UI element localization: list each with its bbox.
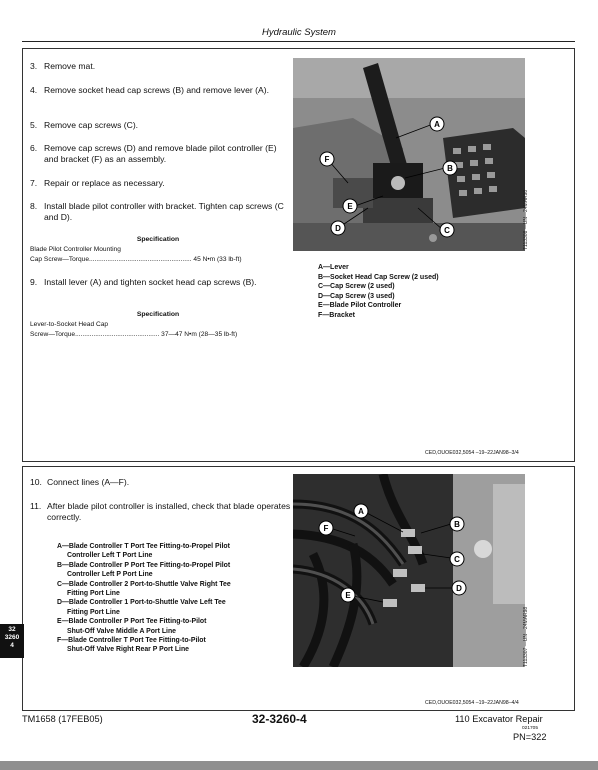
callout-d: D bbox=[335, 224, 341, 233]
photo-1-illustration bbox=[293, 58, 525, 251]
callout-e: E bbox=[345, 591, 351, 600]
step-9: 9. Install lever (A) and tighten socket head cap screws (B). bbox=[30, 277, 257, 287]
legend-item: B—Blade Controller P Port Tee Fitting-to-Propel Pilot Controller Left P Port Line bbox=[57, 561, 231, 579]
spec-2-line-2: Screw—Torque.............................................. 37—47 N•m (28—35 lb-ft) bbox=[30, 331, 238, 338]
step-8: 8. Install blade pilot controller with bracket. Tighten cap screws (C and D). bbox=[30, 201, 284, 222]
legend-item: E—Blade Pilot Controller bbox=[318, 302, 402, 310]
footer-pn: PN=322 bbox=[513, 732, 547, 742]
spec-heading-1: Specification bbox=[136, 236, 180, 243]
panel-1-legend bbox=[318, 263, 439, 321]
panel-2-reference-code: CED,OUOE032,5054 –19–22JAN98–4/4 bbox=[425, 700, 519, 706]
legend-item: A—Blade Controller T Port Tee Fitting-to-Propel Pilot Controller Left T Port Line bbox=[57, 543, 230, 560]
page-header-title: Hydraulic System bbox=[262, 27, 336, 38]
callout-a: A bbox=[358, 507, 364, 516]
step-5: 5. Remove cap screws (C). bbox=[30, 120, 139, 130]
panel-1-reference-code: CED,OUOE032,5054 –19–22JAN98–3/4 bbox=[425, 450, 519, 456]
step-6: 6. Remove cap screws (D) and remove blade pilot controller (E) and bracket (F) as an assembly. bbox=[30, 143, 277, 164]
footer-manual-title: 110 Excavator Repair bbox=[455, 714, 543, 724]
step-7: 7. Repair or replace as necessary. bbox=[30, 178, 165, 188]
callout-f: F bbox=[324, 155, 330, 164]
callout-d: D bbox=[456, 584, 462, 593]
step-11: 11. After blade pilot controller is installed, check that blade operates correctly. bbox=[30, 501, 291, 522]
spec-1-line-2: Cap Screw—Torque........................................................ 45 N•m (33 lb-ft) bbox=[30, 256, 242, 263]
callout-b: B bbox=[447, 164, 453, 173]
header-rule bbox=[22, 41, 575, 42]
legend-item: D—Blade Controller 1 Port-to-Shuttle Valve Left Tee Fitting Port Line bbox=[57, 599, 226, 616]
legend-item: E—Blade Controller P Port Tee Fitting-to-Pilot Shut-Off Valve Middle A Port Line bbox=[57, 618, 207, 635]
footer-page-number: 32-3260-4 bbox=[252, 712, 307, 726]
section-side-tab: 32 3260 4 bbox=[0, 624, 24, 658]
legend-item: B—Socket Head Cap Screw (2 used) bbox=[318, 273, 439, 281]
spec-heading-2: Specification bbox=[136, 311, 180, 318]
legend-item: A—Lever bbox=[318, 264, 349, 271]
spec-2-line-1: Lever-to-Socket Head Cap bbox=[30, 321, 109, 328]
step-10: 10. Connect lines (A—F). bbox=[30, 477, 130, 487]
legend-item: C—Blade Controller 2 Port-to-Shuttle Valve Right Tee Fitting Port Line bbox=[57, 580, 231, 598]
callout-c: C bbox=[454, 555, 460, 564]
spec-1-line-1: Blade Pilot Controller Mounting bbox=[30, 246, 121, 253]
photo-blade-pilot-controller bbox=[293, 58, 525, 251]
photo-1-code: T113308 —UN—24MAR98 bbox=[523, 189, 529, 250]
legend-item: F—Blade Controller T Port Tee Fitting-to-Pilot Shut-Off Valve Right Rear P Port Line bbox=[57, 637, 206, 654]
photo-2-illustration bbox=[293, 474, 525, 667]
step-3: 3. Remove mat. bbox=[30, 61, 96, 71]
step-4: 4. Remove socket head cap screws (B) and remove lever (A). bbox=[30, 85, 269, 95]
callout-a: A bbox=[434, 120, 440, 129]
photo-2-code: T113307 —UN—24MAR98 bbox=[523, 606, 529, 667]
legend-item: D—Cap Screw (3 used) bbox=[318, 292, 395, 300]
legend-item: C—Cap Screw (2 used) bbox=[318, 283, 395, 291]
callout-f: F bbox=[323, 524, 329, 533]
legend-item: F—Bracket bbox=[318, 311, 355, 319]
footer-manual-id: TM1658 (17FEB05) bbox=[22, 714, 103, 724]
panel-2-legend bbox=[57, 542, 287, 655]
bottom-edge-bar bbox=[0, 761, 598, 770]
callout-c: C bbox=[444, 226, 450, 235]
photo-blade-controller-lines bbox=[293, 474, 525, 667]
callout-b: B bbox=[454, 520, 460, 529]
footer-date-code: 021705 bbox=[522, 726, 539, 731]
callout-e: E bbox=[347, 202, 353, 211]
